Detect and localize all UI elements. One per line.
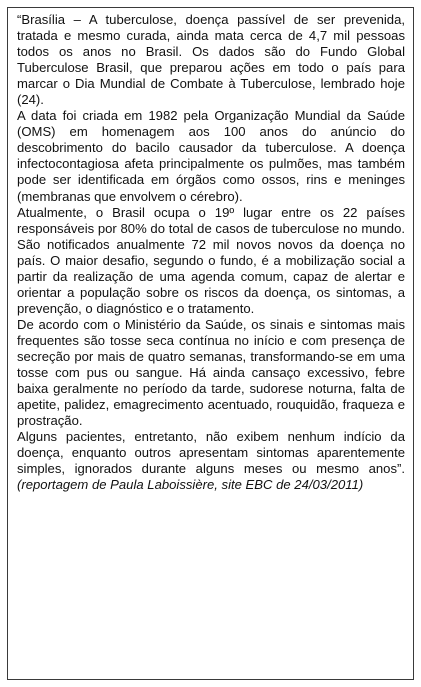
paragraph-intro: “Brasília – A tuberculose, doença passível de ser prevenida, tratada e mesmo curada, ainda mata cerca de 4,7 mil pessoas todos os anos no Brasil. Os dados são do Fundo Global Tuberculose Brasil, que preparou ações em todo o país para marcar o Dia Mundial de Combate à Tuberculose, lembrado hoje (24). xyxy=(17,12,405,108)
article-box xyxy=(7,7,414,680)
conclusion-text: Alguns pacientes, entretanto, não exibem nenhum indício da doença, enquanto outros apresentam sintomas aparentemente simples, ignorados durante alguns meses ou mesmo anos”. xyxy=(17,429,405,477)
paragraph-symptoms: De acordo com o Ministério da Saúde, os sinais e sintomas mais frequentes são tosse seca contínua no início e com presença de secreção por mais de quatro semanas, transformando-se em uma tosse com pus ou sangue. Há ainda cansaço excessivo, febre baixa geralmente no período da tarde, sudorese noturna, falta de apetite, palidez, emagrecimento acentuado, rouquidão, fraqueza e prostração. xyxy=(17,316,405,429)
paragraph-brazil-ranking: Atualmente, o Brasil ocupa o 19º lugar entre os 22 países responsáveis por 80% do total de casos de tuberculose no mundo. São notificados anualmente 72 mil novos novos da doença no país. O maior desafio, segundo o fundo, é a mobilização social a partir da realização de uma agenda comum, capaz de alertar e orientar a população sobre os riscos da doença, os sintomas, a prevenção, o diagnóstico e o tratamento. xyxy=(17,204,405,316)
paragraph-who-date: A data foi criada em 1982 pela Organização Mundial da Saúde (OMS) em homenagem aos 100 anos do anúncio do descobrimento do bacilo causador da tuberculose. A doença infectocontagiosa afeta principalmente os pulmões, mas também pode ser identificada em órgãos como ossos, rins e meninges (membranas que envolvem o cérebro). xyxy=(17,108,405,204)
article-body xyxy=(17,12,405,493)
paragraph-conclusion xyxy=(17,429,405,493)
source-citation: (reportagem de Paula Laboissière, site EBC de 24/03/2011) xyxy=(17,477,364,493)
